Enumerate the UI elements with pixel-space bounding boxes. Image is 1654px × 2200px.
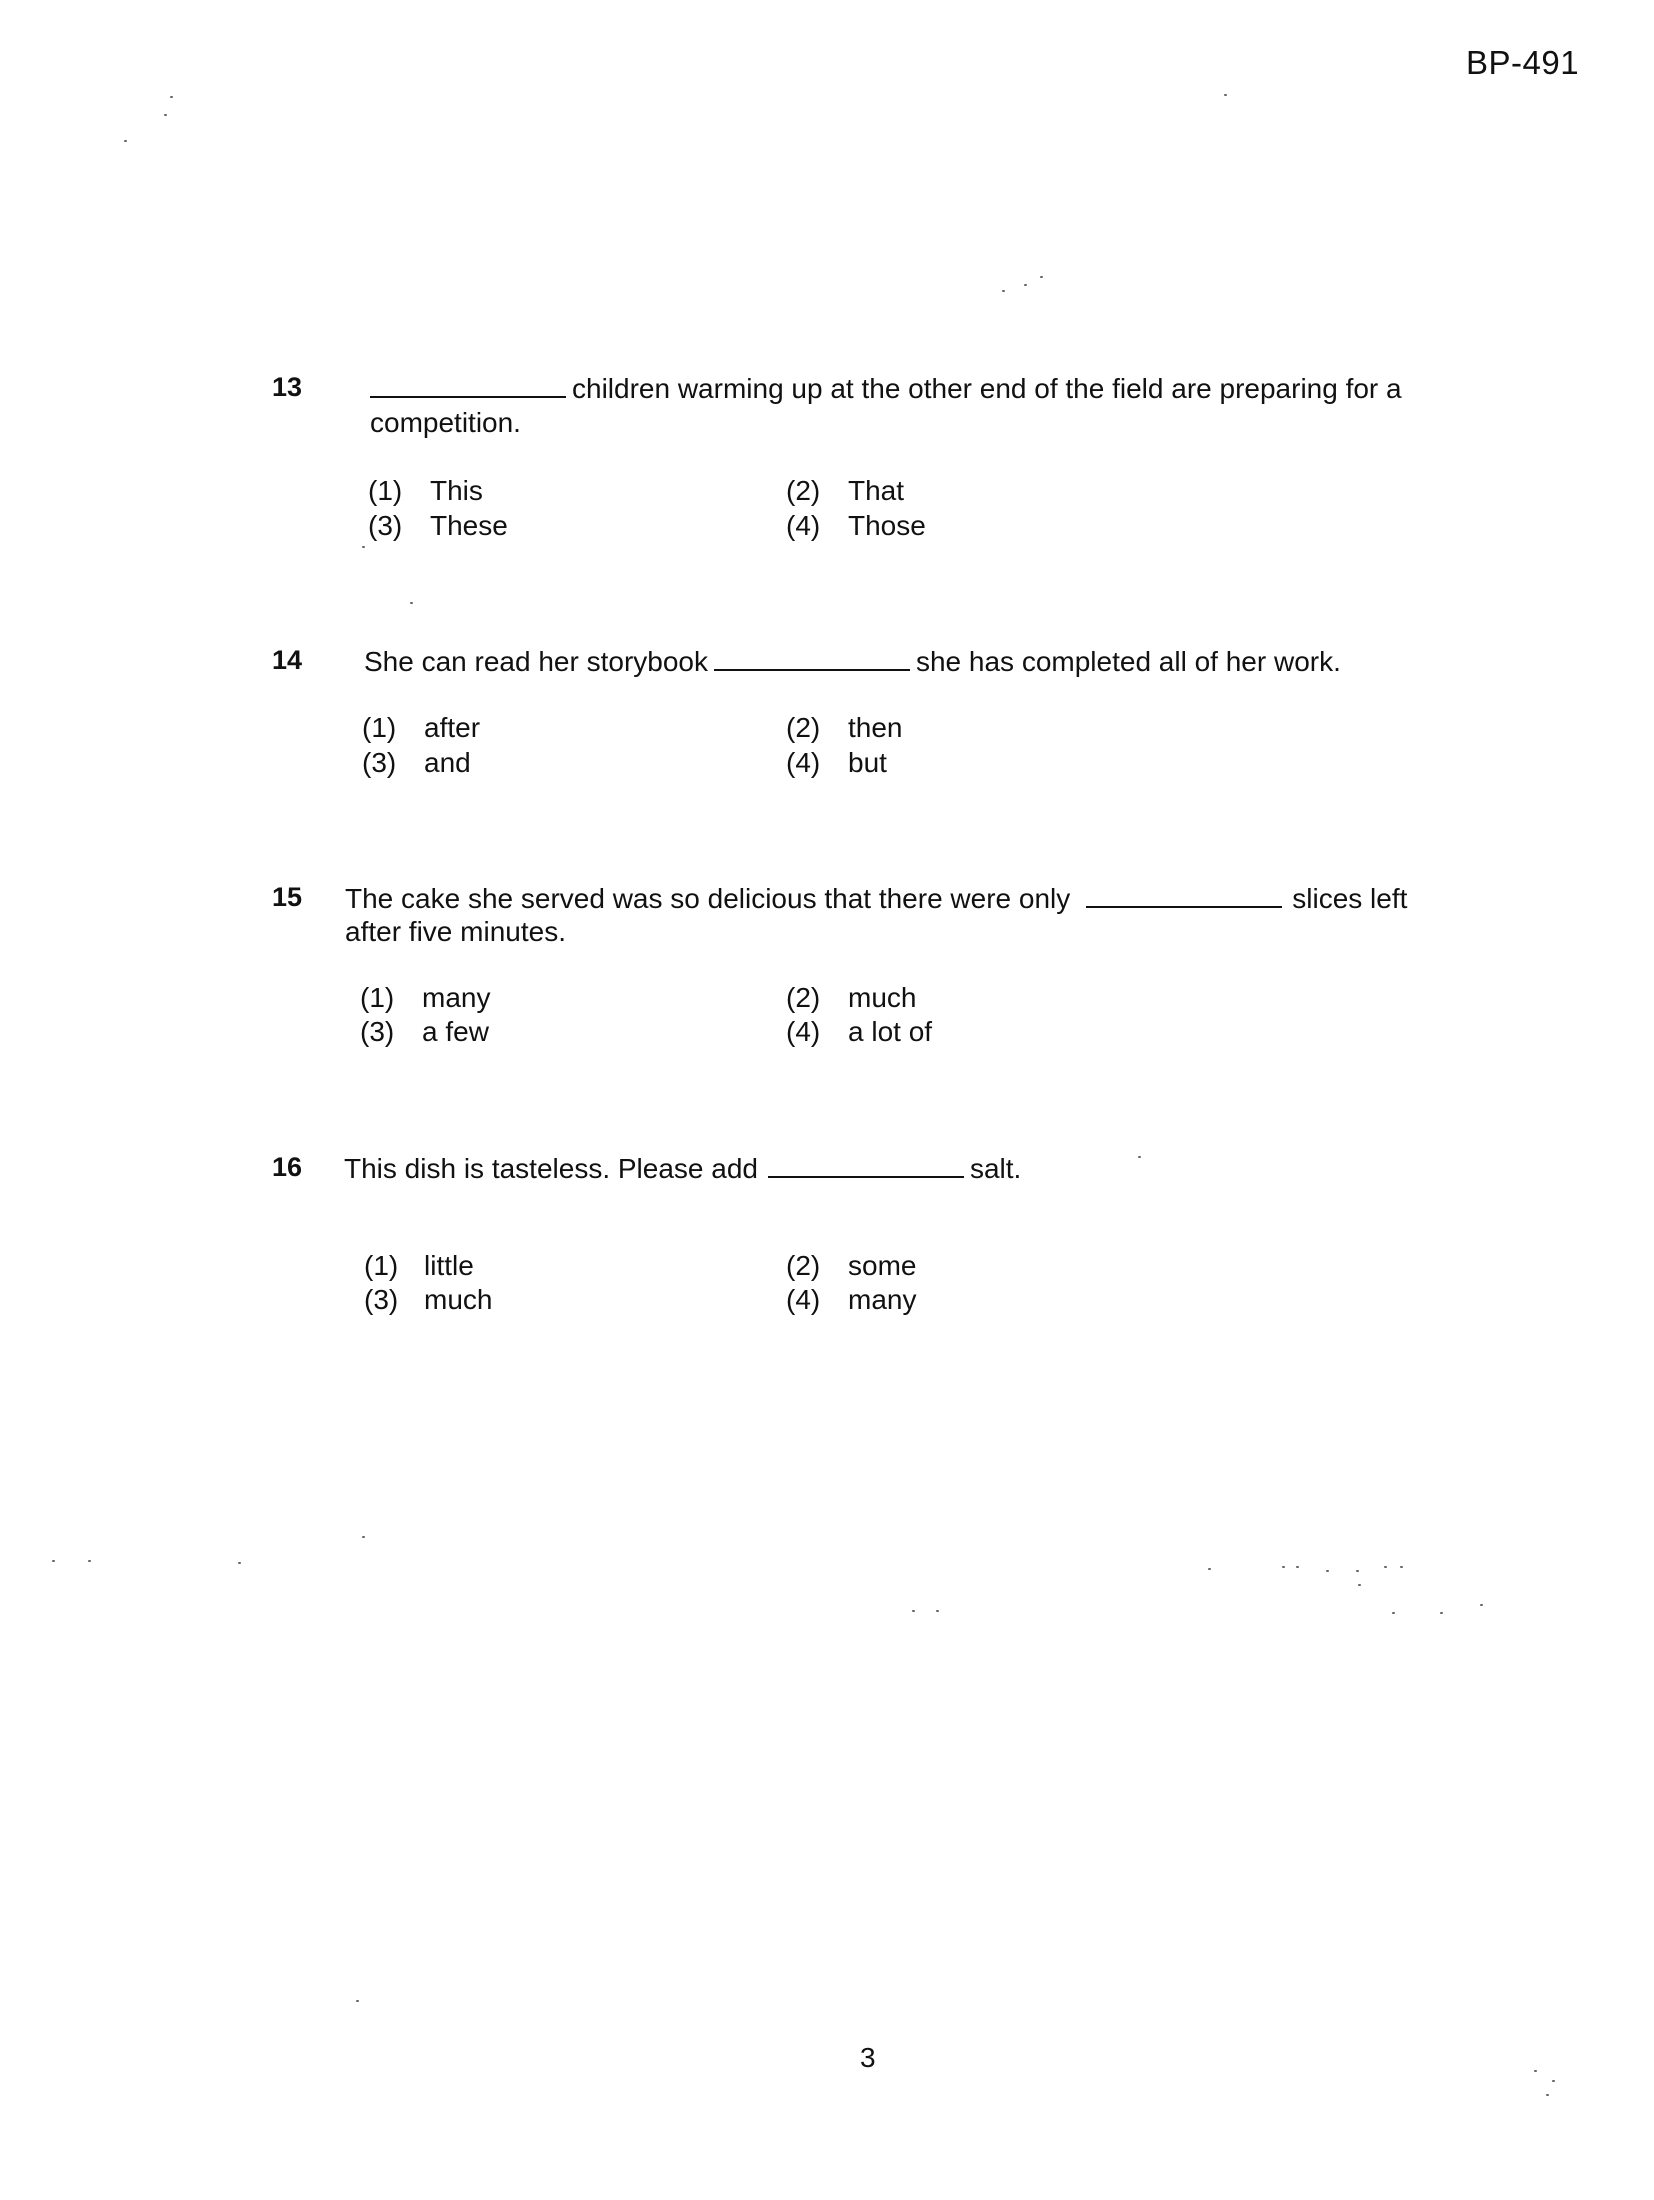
stem-text: salt. [969, 1153, 1022, 1184]
option-1 [362, 712, 480, 744]
answer-blank [1086, 882, 1282, 908]
answer-blank [370, 372, 566, 398]
question-number: 13 [272, 372, 303, 402]
scan-speck [912, 1610, 915, 1612]
scan-speck [1400, 1566, 1403, 1568]
scan-speck [1282, 1566, 1285, 1568]
option-number: (3) [364, 1284, 399, 1315]
scan-speck [1392, 1612, 1395, 1614]
scan-speck [936, 1610, 939, 1612]
option-text: and [424, 747, 471, 778]
option-text: much [424, 1284, 493, 1315]
scan-speck [1358, 1584, 1361, 1586]
scan-speck [1138, 1156, 1141, 1158]
option-number: (4) [786, 747, 821, 778]
scan-speck [1208, 1568, 1211, 1570]
option-text: many [848, 1284, 917, 1315]
option-number: (1) [368, 475, 403, 506]
scan-speck [88, 1560, 91, 1562]
option-3 [362, 747, 471, 779]
scan-speck [1356, 1570, 1359, 1572]
stem-continuation: competition. [370, 407, 521, 438]
scan-speck [1546, 2094, 1549, 2096]
question-stem [364, 645, 1341, 679]
scan-speck [124, 140, 127, 142]
scan-speck [1224, 94, 1227, 96]
option-number: (4) [786, 1284, 821, 1315]
scan-speck [356, 2000, 359, 2002]
option-text: Those [848, 510, 926, 541]
scan-speck [1384, 1566, 1387, 1568]
stem-text: She can read her storybook [364, 646, 708, 677]
option-2 [786, 475, 904, 507]
question-number: 15 [272, 882, 303, 912]
option-number: (3) [360, 1016, 395, 1047]
scan-speck [52, 1560, 55, 1562]
option-text: much [848, 982, 917, 1013]
option-number: (1) [360, 982, 395, 1013]
option-4 [786, 747, 887, 779]
answer-blank [768, 1152, 964, 1178]
option-text: after [424, 712, 481, 743]
option-text: then [848, 712, 903, 743]
stem-text: slices left [1292, 883, 1408, 914]
option-2 [786, 982, 916, 1014]
scan-speck [362, 1536, 365, 1538]
scan-speck [170, 96, 173, 98]
question-number: 16 [272, 1152, 303, 1182]
option-4 [786, 510, 926, 542]
option-4 [786, 1016, 932, 1048]
scan-speck [1040, 276, 1043, 278]
option-1 [368, 475, 483, 507]
option-number: (4) [786, 1016, 821, 1047]
stem-text: she has completed all of her work. [915, 646, 1341, 677]
answer-blank [714, 645, 910, 671]
stem-text: children warming up at the other end of the field are preparing for a [572, 373, 1402, 404]
scan-speck [238, 1562, 241, 1564]
question-stem [370, 372, 1402, 406]
option-1 [364, 1250, 474, 1282]
option-text: This [430, 475, 483, 506]
scan-speck [1002, 290, 1005, 292]
scan-speck [1024, 284, 1027, 286]
option-text: many [422, 982, 491, 1013]
option-number: (2) [786, 475, 821, 506]
stem-text: The cake she served was so delicious that there were only [345, 883, 1071, 914]
option-number: (4) [786, 510, 821, 541]
option-3 [360, 1016, 489, 1048]
scan-speck [1534, 2070, 1537, 2072]
stem-text: This dish is tasteless. Please add [344, 1153, 758, 1184]
scan-speck [362, 546, 365, 548]
option-number: (1) [362, 712, 397, 743]
option-3 [368, 510, 508, 542]
option-1 [360, 982, 490, 1014]
stem-continuation: after five minutes. [345, 916, 566, 947]
option-2 [786, 712, 903, 744]
option-text: a few [422, 1016, 489, 1047]
page-number: 3 [860, 2042, 876, 2073]
exam-code: BP-491 [1466, 44, 1580, 81]
option-number: (3) [368, 510, 403, 541]
scan-speck [410, 602, 413, 604]
question-number: 14 [272, 645, 303, 675]
option-text: That [848, 475, 905, 506]
option-text: but [848, 747, 887, 778]
option-3 [364, 1284, 492, 1316]
option-text: some [848, 1250, 917, 1281]
scan-speck [164, 114, 167, 116]
option-number: (1) [364, 1250, 399, 1281]
option-number: (2) [786, 1250, 821, 1281]
option-text: These [430, 510, 508, 541]
option-number: (2) [786, 712, 821, 743]
option-text: little [424, 1250, 474, 1281]
scan-speck [1552, 2080, 1555, 2082]
scan-speck [1480, 1604, 1483, 1606]
question-stem [344, 1152, 1021, 1186]
scan-speck [1326, 1570, 1329, 1572]
scan-speck [1296, 1566, 1299, 1568]
option-number: (2) [786, 982, 821, 1013]
option-4 [786, 1284, 916, 1316]
scan-speck [1440, 1612, 1443, 1614]
question-stem [345, 882, 1407, 916]
option-number: (3) [362, 747, 397, 778]
option-text: a lot of [848, 1016, 933, 1047]
option-2 [786, 1250, 916, 1282]
